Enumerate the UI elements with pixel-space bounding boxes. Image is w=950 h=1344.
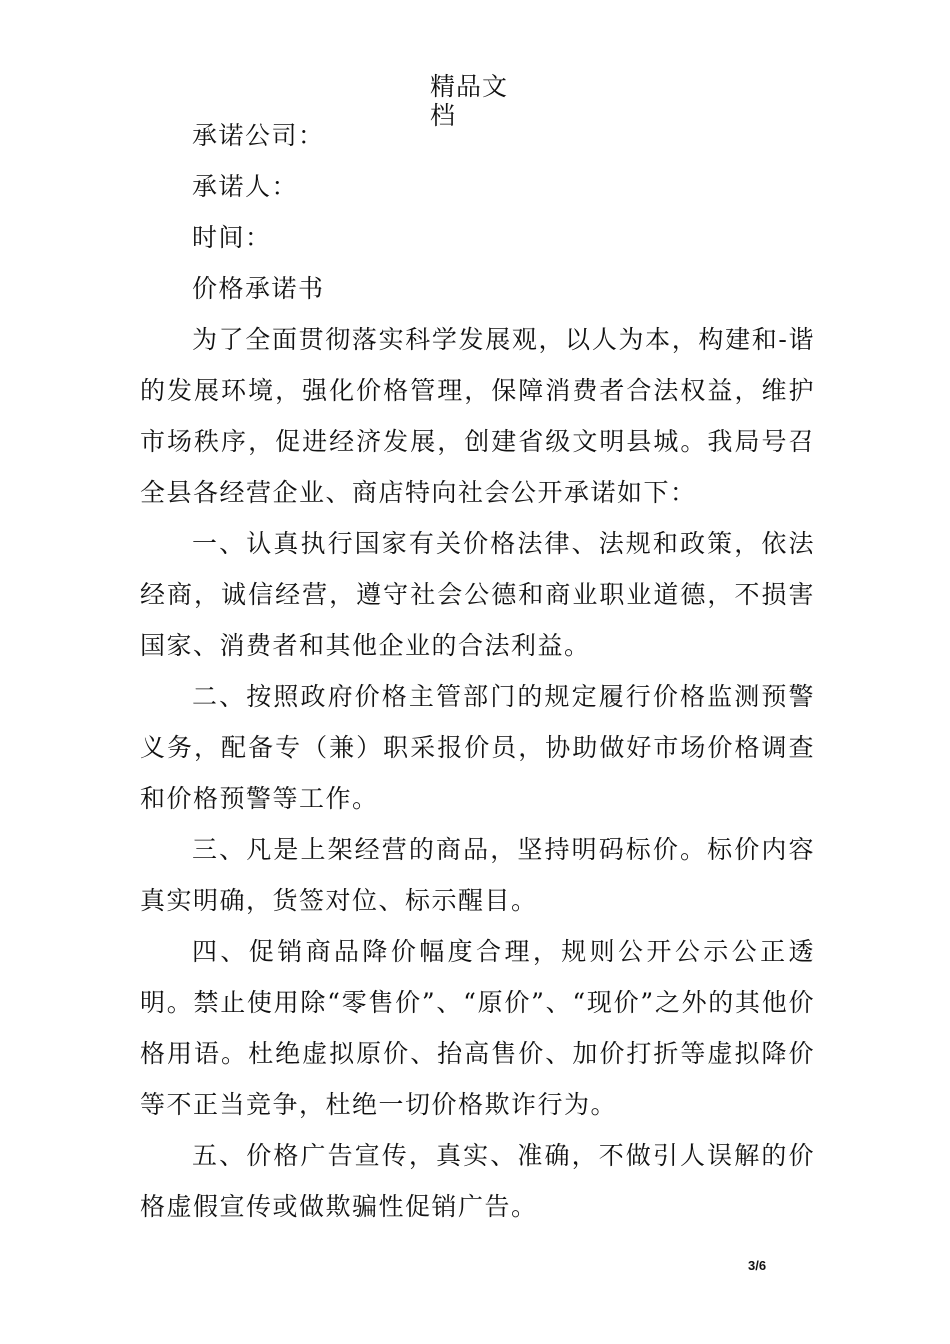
clause-four: 四、促销商品降价幅度合理，规则公开公示公正透明。禁止使用除“零售价”、“原价”、“现价”之外的其他价格用语。杜绝虚拟原价、抬高售价、加价打折等虚拟降价等不正当竞争，杜绝一切价格欺诈行为。 — [140, 937, 815, 1119]
clause-three: 三、凡是上架经营的商品，坚持明码标价。标价内容真实明确，货签对位、标示醒目。 — [140, 835, 815, 915]
promise-company-line: 承诺公司： — [192, 121, 325, 150]
document-body — [140, 110, 815, 1232]
clause-two: 二、按照政府价格主管部门的规定履行价格监测预警义务，配备专（兼）职采报价员，协助做好市场价格调查和价格预警等工作。 — [140, 682, 815, 813]
promiser-line: 承诺人： — [192, 172, 299, 201]
clause-five: 五、价格广告宣传，真实、准确，不做引人误解的价格虚假宣传或做欺骗性促销广告。 — [140, 1141, 815, 1221]
header-watermark: 精品文档 — [430, 72, 509, 130]
time-line: 时间： — [192, 223, 272, 252]
intro-paragraph: 为了全面贯彻落实科学发展观，以人为本，构建和-谐的发展环境，强化价格管理，保障消费者合法权益，维护市场秩序，促进经济发展，创建省级文明县城。我局号召全县各经营企业、商店特向社会公开承诺如下： — [140, 325, 815, 507]
document-title: 价格承诺书 — [192, 274, 325, 303]
page-number: 3/6 — [748, 1258, 767, 1273]
clause-one: 一、认真执行国家有关价格法律、法规和政策，依法经商，诚信经营，遵守社会公德和商业职业道德，不损害国家、消费者和其他企业的合法利益。 — [140, 529, 815, 660]
